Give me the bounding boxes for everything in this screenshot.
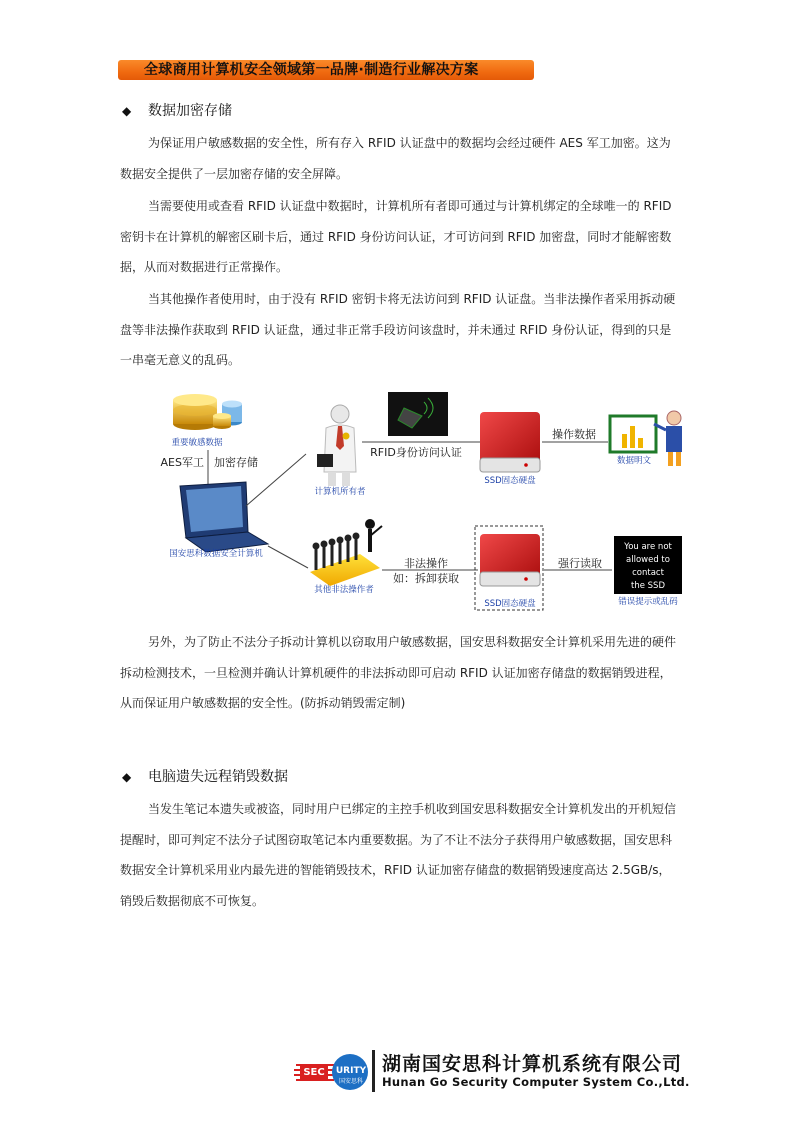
company-name-en: Hunan Go Security Computer System Co.,Ltd. — [382, 1075, 690, 1089]
encryption-flow-diagram — [150, 386, 700, 612]
operate-label: 操作数据 — [552, 428, 596, 441]
paragraph-extra: 另外，为了防止不法分子拆动计算机以窃取用户敏感数据，国安思科数据安全计算机采用先进的硬件拆动检测技术，一旦检测并确认计算机硬件的非法拆动即可启动 RFID 认证加密存储盘的数据销毁进程，从而保证用户敏感数据的安全性。(防拆动销毁需定制) — [120, 635, 677, 710]
error-line-3: contact — [632, 568, 664, 578]
forced-read-label: 强行读取 — [558, 557, 602, 570]
security-logo-icon — [294, 1047, 370, 1097]
section-title: 电脑遗失远程销毁数据 — [148, 769, 288, 785]
illegal-op-label: 非法操作 — [404, 557, 448, 570]
owner-figure-icon — [317, 405, 356, 486]
paragraph-2: 当需要使用或查看 RFID 认证盘中数据时，计算机所有者即可通过与计算机绑定的全球唯一的 RFID 密钥卡在计算机的解密区刷卡后，通过 RFID 身份访问认证，才可访问到 RFID 加密盘，同时才能解密数据，从而对数据进行正常操作。 — [120, 199, 672, 274]
ssd-top-label: SSD固态硬盘 — [484, 476, 536, 486]
rfid-card-icon — [388, 392, 448, 436]
section-heading-encrypted-storage — [122, 102, 232, 120]
owner-label: 计算机所有者 — [314, 487, 366, 497]
section-title: 数据加密存储 — [148, 103, 232, 119]
section-heading-remote-wipe — [122, 768, 288, 786]
logo-sub-text: 国安思科 — [338, 1078, 364, 1085]
company-name-cn: 湖南国安思科计算机系统有限公司 — [382, 1053, 683, 1075]
diamond-bullet-icon: ◆ — [122, 104, 132, 118]
footer-divider — [372, 1050, 375, 1092]
laptop-icon — [180, 482, 268, 552]
paragraph-3: 当其他操作者使用时，由于没有 RFID 密钥卡将无法访问到 RFID 认证盘。当非法操作者采用拆动硬盘等非法操作获取到 RFID 认证盘，通过非正常手段访问该盘时，并未通过 RFID 身份认证，得到的只是一串毫无意义的乱码。 — [120, 292, 676, 367]
computer-label: 国安思科数据安全计算机 — [169, 549, 263, 559]
sensitive-data-label: 重要敏感数据 — [171, 438, 223, 448]
illegal-users-label: 其他非法操作者 — [314, 585, 374, 595]
encrypt-label: 加密存储 — [214, 456, 258, 469]
ssd-bottom-icon — [480, 534, 540, 586]
illegal-example-label: 如：拆卸获取 — [393, 572, 459, 585]
logo-text-sec: SEC — [303, 1067, 325, 1078]
paragraph-remote-wipe: 当发生笔记本遗失或被盗，同时用户已绑定的主控手机收到国安思科数据安全计算机发出的开机短信提醒时，即可判定不法分子试图窃取笔记本内重要数据。为了不让不法分子获得用户敏感数据，国安思科数据安全计算机采用业内最先进的智能销毁技术，RFID 认证加密存储盘的数据销毁速度高达 2.5GB/s，销毁后数据彻底不可恢复。 — [120, 802, 677, 908]
illegal-users-icon — [310, 519, 382, 586]
ssd-bottom-label: SSD固态硬盘 — [484, 599, 536, 609]
error-line-1: You are not — [624, 542, 672, 552]
aes-label: AES军工 — [160, 456, 204, 469]
logo-text-urity: URITY — [335, 1066, 367, 1076]
plaintext-label: 数据明文 — [616, 456, 652, 466]
sensitive-data-icon — [173, 394, 242, 430]
error-caption: 错误提示或乱码 — [618, 597, 678, 607]
ssd-top-icon — [480, 412, 540, 472]
header-banner: 全球商用计算机安全领域第一品牌·制造行业解决方案 — [118, 60, 534, 80]
paragraph-1: 为保证用户敏感数据的安全性，所有存入 RFID 认证盘中的数据均会经过硬件 AES 军工加密。这为数据安全提供了一层加密存储的安全屏障。 — [120, 136, 671, 181]
diamond-bullet-icon: ◆ — [122, 770, 132, 784]
error-line-4: the SSD — [631, 581, 665, 591]
rfid-auth-label: RFID身份访问认证 — [370, 446, 462, 459]
error-line-2: allowed to — [626, 555, 670, 565]
